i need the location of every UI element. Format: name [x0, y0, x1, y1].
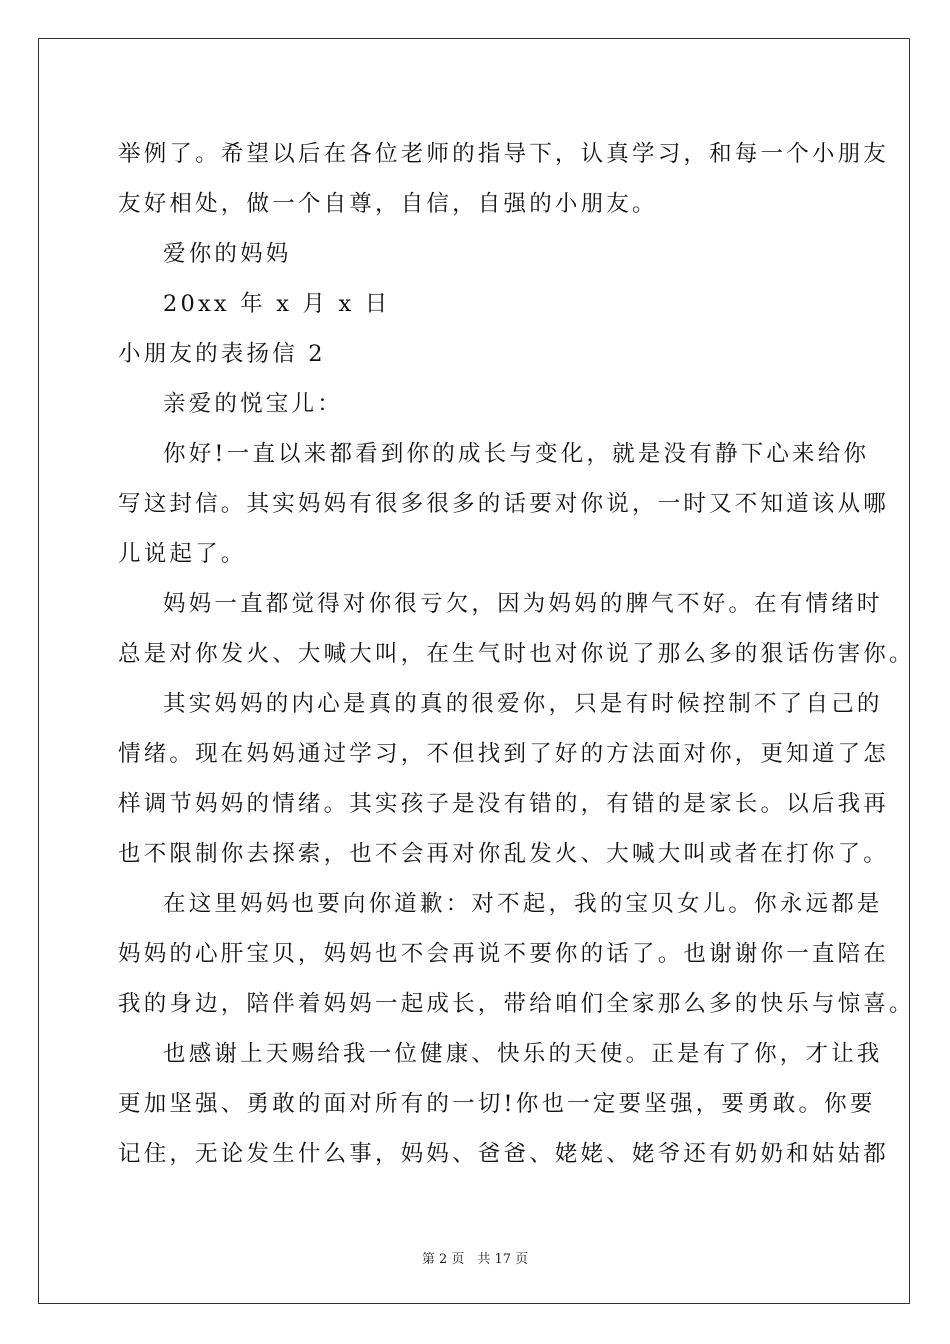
body-line: 在这里妈妈也要向你道歉：对不起，我的宝贝女儿。你永远都是	[163, 891, 883, 917]
date-line: 20xx 年 x 月 x 日	[163, 291, 391, 317]
body-line: 情绪。现在妈妈通过学习，不但找到了好的方法面对你，更知道了怎	[118, 741, 890, 767]
body-line: 记住，无论发生什么事，妈妈、爸爸、姥姥、姥爷还有奶奶和姑姑都	[118, 1141, 890, 1167]
body-line: 更加坚强、勇敢的面对所有的一切!你也一定要坚强，要勇敢。你要	[118, 1091, 876, 1117]
body-line: 样调节妈妈的情绪。其实孩子是没有错的，有错的是家长。以后我再	[118, 791, 890, 817]
body-line: 妈妈一直都觉得对你很亏欠，因为妈妈的脾气不好。在有情绪时	[163, 591, 883, 617]
body-line: 妈妈的心肝宝贝，妈妈也不会再说不要你的话了。也谢谢你一直陪在	[118, 941, 890, 967]
section-heading: 小朋友的表扬信 2	[118, 341, 326, 367]
body-line: 写这封信。其实妈妈有很多很多的话要对你说，一时又不知道该从哪	[118, 491, 890, 517]
body-line: 总是对你发火、大喊大叫，在生气时也对你说了那么多的狠话伤害你。	[118, 641, 915, 667]
body-line: 举例了。希望以后在各位老师的指导下，认真学习，和每一个小朋友	[118, 141, 890, 167]
page-footer: 第 2 页 共 17 页	[421, 1252, 529, 1267]
signature-line: 爱你的妈妈	[163, 241, 292, 267]
body-line: 我的身边，陪伴着妈妈一起成长，带给咱们全家那么多的快乐与惊喜。	[118, 991, 915, 1017]
salutation-line: 亲爱的悦宝儿：	[163, 391, 343, 417]
body-line: 也不限制你去探索，也不会再对你乱发火、大喊大叫或者在打你了。	[118, 841, 890, 867]
body-line: 你好!一直以来都看到你的成长与变化，就是没有静下心来给你	[163, 441, 870, 467]
body-line: 也感谢上天赐给我一位健康、快乐的天使。正是有了你，才让我	[163, 1041, 883, 1067]
body-line: 儿说起了。	[118, 541, 247, 567]
body-line: 友好相处，做一个自尊，自信，自强的小朋友。	[118, 191, 658, 217]
body-line: 其实妈妈的内心是真的真的很爱你，只是有时候控制不了自己的	[163, 691, 883, 717]
